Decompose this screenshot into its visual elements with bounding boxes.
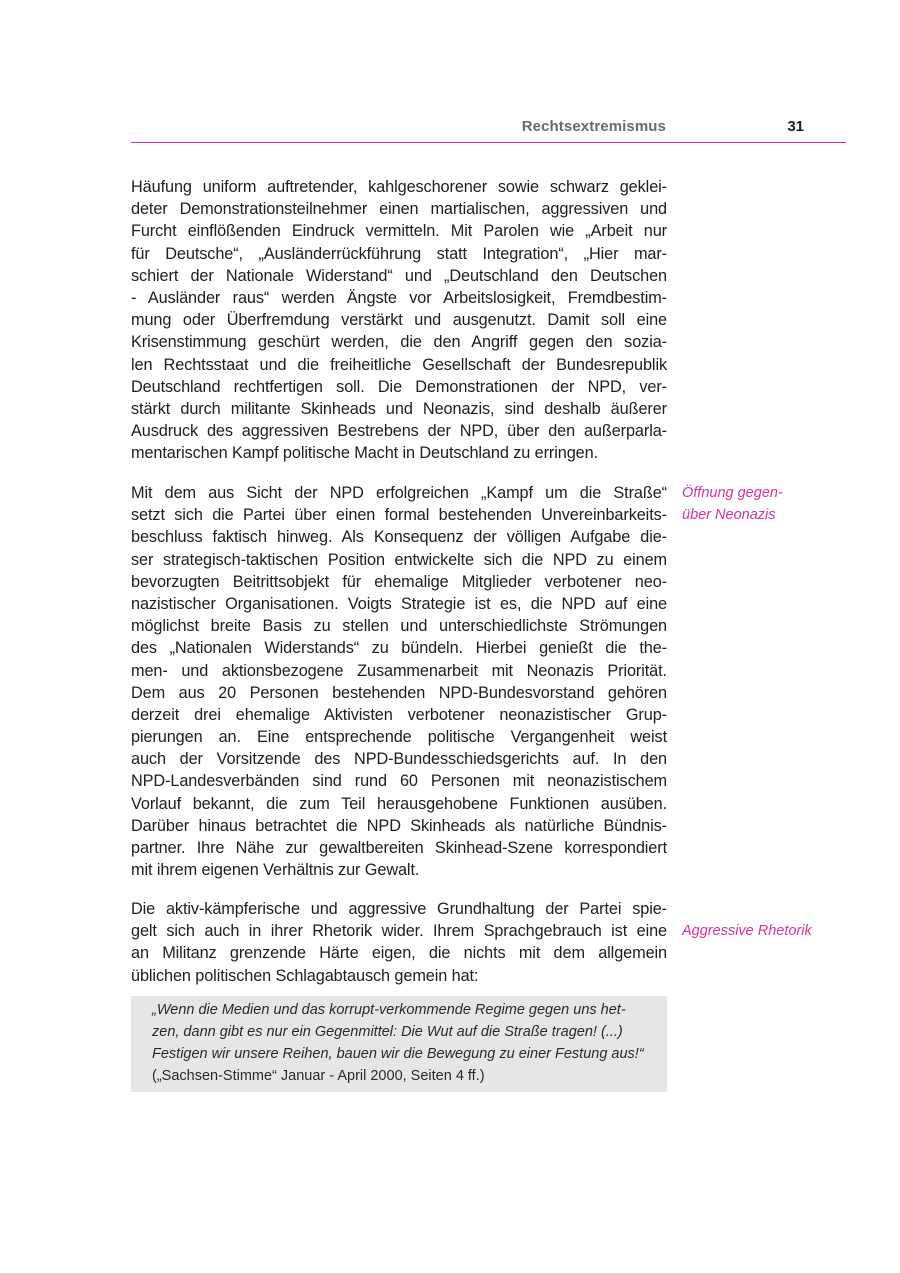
paragraph-line: beschluss faktisch hinweg. Als Konsequenz der völligen Aufgabe die- <box>131 528 667 547</box>
paragraph-line: Furcht einflößenden Eindruck vermitteln. Mit Parolen wie „Arbeit nur <box>131 222 667 241</box>
paragraph-line: gelt sich auch in ihrer Rhetorik wider. Ihrem Sprachgebrauch ist eine <box>131 922 667 941</box>
quote-source: („Sachsen-Stimme“ Januar - April 2000, Seiten 4 ff.) <box>152 1068 485 1084</box>
paragraph-line: setzt sich die Partei über einen formal bestehenden Unvereinbarkeits- <box>131 506 667 525</box>
quote-line: zen, dann gibt es nur ein Gegenmittel: Die Wut auf die Straße tragen! (...) <box>152 1024 623 1041</box>
margin-note-line: über Neonazis <box>682 507 776 524</box>
body-paragraph-2 <box>131 482 667 881</box>
page-number: 31 <box>787 118 804 135</box>
paragraph-line: für Deutsche“, „Ausländerrückführung statt Integration“, „Hier mar- <box>131 244 667 263</box>
paragraph-line: bevorzugten Beitrittsobjekt für ehemalige Mitglieder verbotener neo- <box>131 572 667 591</box>
margin-note-line: Aggressive Rhetorik <box>682 923 812 939</box>
paragraph-line: deter Demonstrationsteilnehmer einen martialischen, aggressiven und <box>131 200 667 219</box>
page-header <box>131 116 846 143</box>
paragraph-line: pierungen an. Eine entsprechende politische Vergangenheit weist <box>131 728 667 747</box>
paragraph-line: schiert der Nationale Widerstand“ und „Deutschland den Deutschen <box>131 266 667 285</box>
paragraph-line: nazistischer Organisationen. Voigts Strategie ist es, die NPD auf eine <box>131 594 667 613</box>
paragraph-line: Die aktiv-kämpferische und aggressive Grundhaltung der Partei spie- <box>131 900 667 918</box>
paragraph-line: len Rechtsstaat und die freiheitliche Gesellschaft der Bundesrepublik <box>131 355 667 374</box>
paragraph-line: ser strategisch-taktischen Position entwickelte sich die NPD zu einem <box>131 550 667 569</box>
paragraph-line: möglichst breite Basis zu stellen und unterschiedlichste Strömungen <box>131 617 667 636</box>
paragraph-line: des „Nationalen Widerstands“ zu bündeln. Hierbei genießt die the- <box>131 639 667 658</box>
paragraph-line: üblichen politischen Schlagabtausch gemein hat: <box>131 966 479 985</box>
quote-box <box>131 996 667 1092</box>
margin-note-rhetorik <box>682 920 832 942</box>
paragraph-line: an Militanz grenzende Härte eigen, die nichts mit dem allgemein <box>131 944 667 963</box>
paragraph-line: Häufung uniform auftretender, kahlgeschorener sowie schwarz geklei- <box>131 178 667 196</box>
body-paragraph-3 <box>131 898 667 987</box>
paragraph-line: Krisenstimmung geschürt werden, die den Angriff gegen den sozia- <box>131 333 667 352</box>
paragraph-line: partner. Ihre Nähe zur gewaltbereiten Skinhead-Szene korrespondiert <box>131 839 667 857</box>
paragraph-line: Vorlauf bekannt, die zum Teil herausgehobene Funktionen ausüben. <box>131 794 667 813</box>
paragraph-line: Dem aus 20 Personen bestehenden NPD-Bundesvorstand gehören <box>131 683 667 702</box>
quote-text <box>152 999 652 1066</box>
paragraph-line: Mit dem aus Sicht der NPD erfolgreichen „Kampf um die Straße“ <box>131 484 667 502</box>
quote-line: Festigen wir unsere Reihen, bauen wir die Bewegung zu einer Festung aus!“ <box>152 1046 644 1063</box>
paragraph-line: Ausdruck des aggressiven Bestrebens der NPD, über den außerparla- <box>131 422 667 441</box>
quote-line: „Wenn die Medien und das korrupt-verkommende Regime gegen uns het- <box>152 1002 626 1018</box>
body-paragraph-1 <box>131 176 667 464</box>
paragraph-line: stärkt durch militante Skinheads und Neonazis, sind deshalb äußerer <box>131 399 667 418</box>
paragraph-line: auch der Vorsitzende des NPD-Bundesschiedsgerichts auf. In den <box>131 750 667 769</box>
margin-note-line: Öffnung gegen- <box>682 485 783 501</box>
paragraph-line: NPD-Landesverbänden sind rund 60 Personen mit neonazistischem <box>131 772 667 791</box>
paragraph-line: Darüber hinaus betrachtet die NPD Skinheads als natürliche Bündnis- <box>131 816 667 835</box>
paragraph-line: Deutschland rechtfertigen soll. Die Demonstrationen der NPD, ver- <box>131 377 667 396</box>
paragraph-line: mentarischen Kampf politische Macht in Deutschland zu erringen. <box>131 444 599 463</box>
paragraph-line: derzeit drei ehemalige Aktivisten verbotener neonazistischer Grup- <box>131 705 667 724</box>
paragraph-line: mit ihrem eigenen Verhältnis zur Gewalt. <box>131 861 420 880</box>
running-header-title: Rechtsextremismus <box>521 118 666 135</box>
paragraph-line: mung oder Überfremdung verstärkt und ausgenutzt. Damit soll eine <box>131 311 667 330</box>
margin-note-neonazis <box>682 482 832 526</box>
paragraph-line: men- und aktionsbezogene Zusammenarbeit mit Neonazis Priorität. <box>131 661 667 680</box>
paragraph-line: - Ausländer raus“ werden Ängste vor Arbeitslosigkeit, Fremdbestim- <box>131 288 667 307</box>
